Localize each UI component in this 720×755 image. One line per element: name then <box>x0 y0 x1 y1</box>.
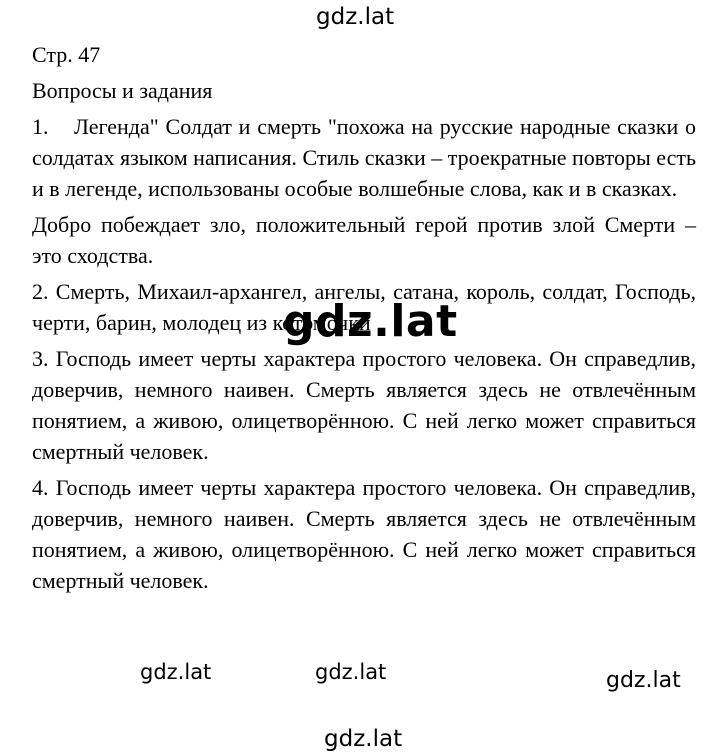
answer-3: 3. Господь имеет черты характера простого человека. Он справедлив, доверчив, немного наивен. Смерть является здесь не отвлечённым понятием, а живою, олицетворённою. С ней легко может справиться смертный человек. <box>32 346 696 464</box>
answer-1-text: Легенда" Солдат и смерть "похожа на русские народные сказки о солдатах языком написания. Стиль сказки – троекратные повторы есть и в легенде, использованы особые волшебные слова, как и в сказках. <box>32 114 696 201</box>
watermark-bottom-middle: gdz.lat <box>315 660 387 684</box>
watermark-center: gdz.lat <box>283 296 458 347</box>
watermark-bottom-left: gdz.lat <box>140 660 212 684</box>
section-title: Вопросы и задания <box>32 78 213 103</box>
watermark-bottom-right: gdz.lat <box>606 668 681 693</box>
answer-1-number: 1. <box>32 114 49 139</box>
watermark-bottom: gdz.lat <box>324 726 403 752</box>
answer-1-continuation: Добро побеждает зло, положительный герой против злой Смерти – это сходства. <box>32 212 696 268</box>
page-reference: Стр. 47 <box>32 42 101 67</box>
answer-4: 4. Господь имеет черты характера простого человека. Он справедлив, доверчив, немного наивен. Смерть является здесь не отвлечённым понятием, а живою, олицетворённою. С ней легко может справиться смертный человек. <box>32 475 696 593</box>
answer-2: 2. Смерть, Михаил-архангел, ангелы, сатана, король, солдат, Господь, черти, барин, молодец из котомочки <box>32 279 696 335</box>
answer-1 <box>32 111 696 204</box>
watermark-top: gdz.lat <box>316 4 395 30</box>
